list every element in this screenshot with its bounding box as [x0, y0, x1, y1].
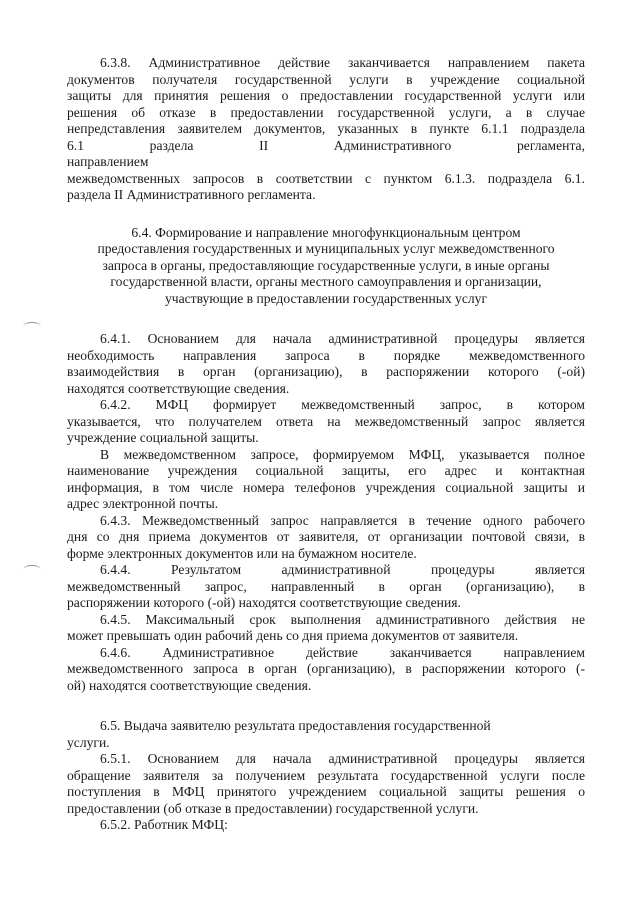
text-line: взаимодействия в орган (организацию), в распоряжении которого (-ой): [67, 364, 585, 379]
text-line: межведомственный запрос, направленный в орган (организацию), в: [67, 578, 585, 594]
text-line: раздела II Административного регламента.: [67, 187, 316, 202]
heading-line: предоставления государственных и муниципальных услуг межведомственного: [97, 241, 555, 256]
paragraph-6-4-5: [67, 612, 585, 645]
paragraph-6-4-3: [67, 513, 585, 563]
text-line: межведомственных запросов в соответствии с пунктом 6.1.3. подраздела 6.1.: [67, 170, 585, 186]
text-line: может превышать один рабочий день со дня приема документов от заявителя.: [67, 628, 519, 643]
paragraph-6-5-2: [67, 817, 585, 834]
section-heading-6-4: [67, 225, 585, 308]
paragraph-6-4-2-continued: [67, 447, 585, 513]
text-line: 6.5.2. Работник МФЦ:: [100, 817, 228, 832]
text-line: В межведомственном запросе, формируемом МФЦ, указывается полное: [100, 446, 585, 462]
text-line: дня со дня приема документов от заявителя, от организации почтовой связи, в: [67, 529, 585, 544]
text-line: указывается, что получателем ответа на межведомственный запрос является: [67, 413, 585, 429]
text-line: документов получателя государственной услуги в учреждение социальной: [67, 71, 585, 87]
text-line: межведомственного запроса в орган (организацию), в распоряжении которого (-: [67, 661, 585, 676]
heading-line: услуги.: [67, 734, 110, 750]
heading-line: 6.4. Формирование и направление многофункциональным центром: [131, 224, 521, 240]
text-line: 6.3.8. Административное действие заканчивается направлением пакета: [100, 55, 585, 70]
heading-line: государственной власти, органы местного самоуправления и организации,: [110, 274, 542, 289]
text-line: непредставления заявителем документов, указанных в пункте 6.1.1 подраздела: [67, 121, 585, 136]
text-line: 6.1 раздела II Административного регламента, направлением: [67, 137, 585, 169]
text-line: адрес электронной почты.: [67, 496, 219, 511]
text-line: предоставлении (об отказе в предоставлении) государственной услуги.: [67, 800, 479, 816]
margin-mark-2: [23, 565, 41, 574]
text-line: 6.4.4. Результатом административной процедуры является: [100, 562, 585, 577]
text-line: поступления в МФЦ принятого учреждением социальной защиты решения о: [67, 784, 585, 799]
text-line: необходимость направления запроса в порядке межведомственного: [67, 347, 585, 363]
paragraph-6-3-8: [67, 55, 585, 204]
paragraph-6-4-1: [67, 331, 585, 397]
text-line: защиты для принятия решения о предоставлении государственной услуги или: [67, 88, 585, 103]
paragraph-6-5-1: [67, 751, 585, 817]
text-line: ой) находятся соответствующие сведения.: [67, 677, 312, 693]
margin-mark-1: [23, 322, 41, 331]
paragraph-6-4-4: [67, 562, 585, 612]
text-line: обращение заявителя за получением результата государственной услуги после: [67, 767, 585, 783]
text-line: распоряжении которого (-ой) находятся соответствующие сведения.: [67, 595, 461, 610]
text-line: 6.5.1. Основанием для начала административной процедуры является: [100, 751, 585, 766]
heading-line: участвующие в предоставлении государственных услуг: [164, 290, 488, 306]
text-line: 6.4.1. Основанием для начала административной процедуры является: [100, 331, 585, 346]
text-line: наименование учреждения социальной защиты, его адрес и контактная: [67, 463, 585, 478]
paragraph-6-4-6: [67, 645, 585, 695]
document-page: [67, 55, 585, 834]
text-line: учреждение социальной защиты.: [67, 430, 259, 445]
section-heading-6-5: [67, 718, 585, 751]
text-line: 6.4.2. МФЦ формирует межведомственный запрос, в котором: [100, 397, 585, 412]
text-line: информация, в том числе номера телефонов учреждения социальной защиты и: [67, 479, 585, 495]
heading-line: запроса в органы, предоставляющие государственные услуги, в иные органы: [102, 257, 550, 273]
text-line: 6.4.6. Административное действие заканчивается направлением: [100, 644, 585, 660]
heading-line: 6.5. Выдача заявителю результата предоставления государственной: [100, 718, 491, 733]
text-line: находятся соответствующие сведения.: [67, 380, 290, 396]
text-line: решения об отказе в предоставлении государственной услуги, а в случае: [67, 104, 585, 120]
text-line: 6.4.3. Межведомственный запрос направляется в течение одного рабочего: [100, 512, 585, 528]
text-line: форме электронных документов или на бумажном носителе.: [67, 545, 417, 561]
paragraph-6-4-2: [67, 397, 585, 447]
text-line: 6.4.5. Максимальный срок выполнения административного действия не: [100, 611, 585, 627]
